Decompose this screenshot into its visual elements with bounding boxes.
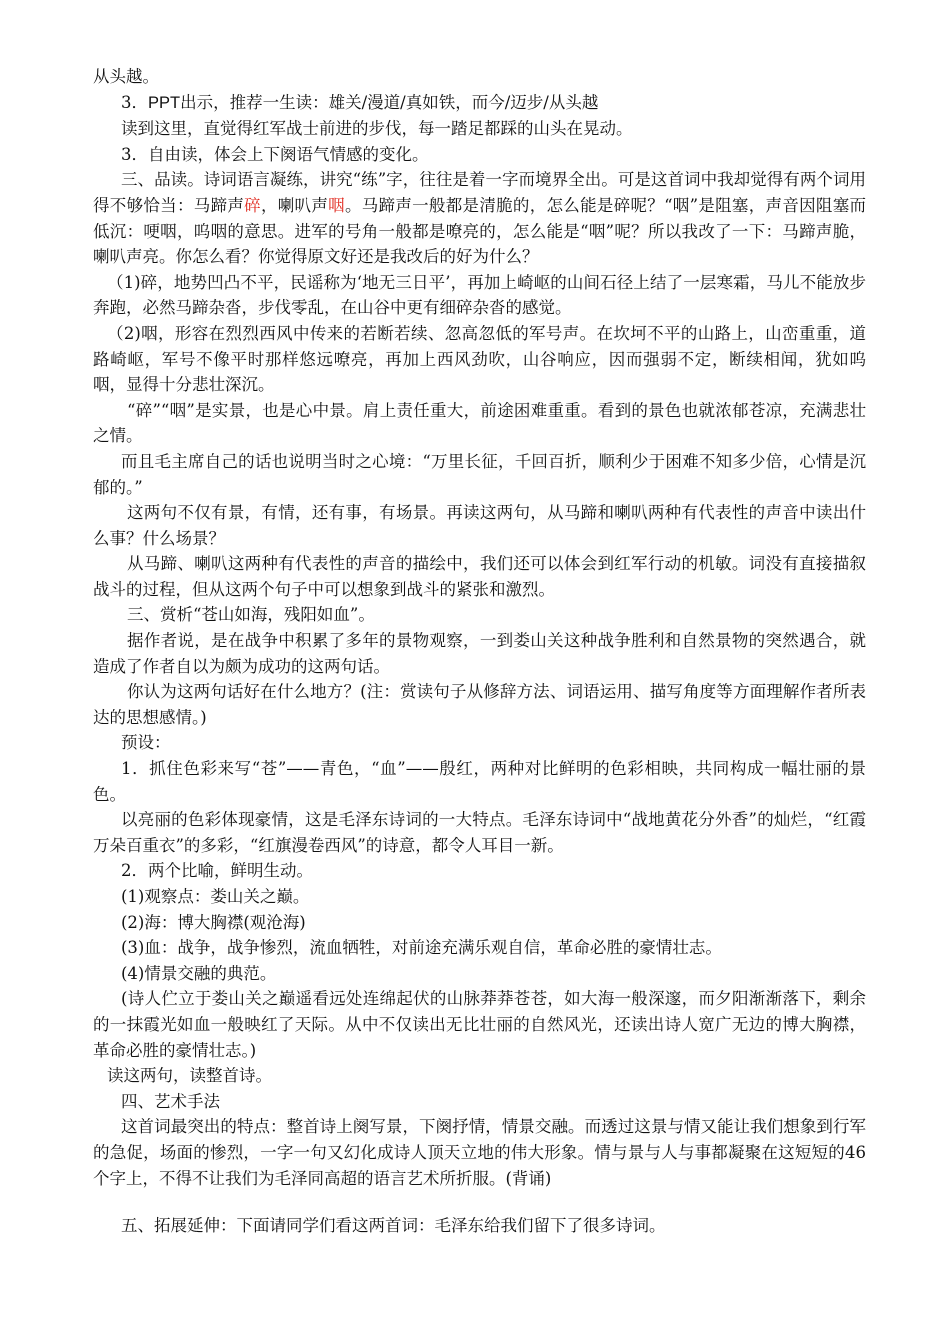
paragraph-sub-point-1: (1)观察点：娄山关之巅。: [121, 887, 310, 906]
paragraph-free-reading: 3．自由读，体会上下阕语气情感的变化。: [121, 144, 429, 164]
paragraph-mao-quote: 而且毛主席自己的话也说明当时之心境：“万里长征，千回百折，顺利少于困难不知多少倍，心情是沉郁的。”: [93, 451, 866, 497]
section-heading-appreciation: 三、赏析“苍山如海，残阳如血”。: [127, 605, 375, 625]
paragraph-army-agility: 从马蹄、喇叭这两种有代表性的声音的描绘中，我们还可以体会到红军行动的机敏。词没有直接描叙战斗的过程，但从这两个句子中可以想象到战斗的紧张和激烈。: [93, 554, 866, 599]
paragraph-sub-point-2: (2)海：博大胸襟(观沧海): [121, 912, 306, 932]
ppt-label: PPT: [148, 93, 181, 112]
paragraph-analysis-yan: （2)咽，形容在烈烈西风中传来的若断若续、忽高忽低的军号声。在坎坷不平的山路上，山峦重重，道路崎岖，军号不像平时那样悠远嘹亮，再加上西风劲吹，山谷响应，因而强弱不定，断续相闻，犹如呜咽，显得十分悲壮深沉。: [93, 323, 866, 395]
paragraph-scene-question: 这两句不仅有景，有情，还有事，有场景。再读这两句，从马蹄和喇叭两种有代表性的声音中读出什么事？什么场景？: [93, 503, 866, 548]
paragraph-ppt-reading: [93, 90, 866, 117]
paragraph-line-ending: 从头越。: [93, 67, 159, 86]
paragraph-analysis-sui: （1)碎，地势凹凸不平，民谣称为‘地无三日平’，再加上崎岖的山间石径上结了一层寒霜，马儿不能放步奔跑，必然马蹄杂沓，步伐零乱，在山谷中更有细碎杂沓的感觉。: [93, 272, 866, 318]
paragraph-point-metaphor: 2．两个比喻，鲜明生动。: [121, 861, 313, 881]
emphasis-yan: 咽: [328, 195, 345, 215]
section-heading-art: 四、艺术手法: [121, 1091, 220, 1111]
paragraph-real-scene: “碎”“咽”是实景，也是心中景。肩上责任重大，前途困难重重。看到的景色也就浓郁苍凉，充满悲壮之情。: [93, 400, 866, 446]
emphasis-sui: 碎: [244, 195, 261, 215]
paragraph-read-whole-poem: 读这两句，读整首诗。: [107, 1066, 272, 1086]
paragraph-preset-label: 预设：: [121, 733, 171, 753]
paragraph-bright-color: 以亮丽的色彩体现豪情，这是毛泽东诗词的一大特点。毛泽东诗词中“战地黄花分外香”的灿烂，“红霞万朵百重衣”的多彩，“红旗漫卷西风”的诗意，都令人耳目一新。: [93, 810, 866, 855]
paragraph-author-said: 据作者说，是在战争中积累了多年的景物观察，一到娄山关这种战争胜利和自然景物的突然遇合，就造成了作者自以为颇为成功的这两句话。: [93, 631, 866, 676]
ppt-text: 出示，推荐一生读：雄关/漫道/真如铁，而今/迈步/从头越: [180, 92, 599, 112]
paragraph-reading-feeling: 读到这里，直觉得红军战士前进的步伐，每一踏足都踩的山头在晃动。: [121, 119, 633, 139]
paragraph-poet-stands: (诗人伫立于娄山关之巅遥看远处连绵起伏的山脉莽莽苍苍，如大海一般深邃，而夕阳渐渐落下，剩余的一抹霞光如血一般映红了天际。从中不仅读出无比壮丽的自然风光，还读出诗人宽广无边的博大胸襟，革命必胜的豪情壮志。): [93, 989, 866, 1060]
paragraph-spacer: [93, 1191, 866, 1213]
paragraph-section-three-pindu: 三、品读。诗词语言凝练，讲究“练”字，往往是着一字而境界全出。可是这首词中我却觉得有两个词用得不够恰当：马蹄声碎，喇叭声咽。马蹄声一般都是清脆的，怎么能是碎呢？“咽”是阻塞，声音因阻塞而低沉：哽咽，呜咽的意思。进军的号角一般都是嘹亮的，怎么能是“咽”呢？所以我改了一下：马蹄声脆，喇叭声亮。你怎么看？你觉得原文好还是我改后的好为什么？: [93, 170, 867, 267]
paragraph-art-feature: 这首词最突出的特点：整首诗上阕写景，下阕抒情，情景交融。而透过这景与情又能让我们想象到行军的急促，场面的惨烈，一字一句又幻化成诗人顶天立地的伟大形象。情与景与人与事都凝聚在这短短的46个字上，不得不让我们为毛泽同高超的语言艺术所折服。(背诵): [93, 1117, 866, 1188]
section-heading-extension: 五、拓展延伸：下面请同学们看这两首词：毛泽东给我们留下了很多诗词。: [121, 1216, 666, 1236]
paragraph-question-why-good: 你认为这两句话好在什么地方？(注：赏读句子从修辞方法、词语运用、描写角度等方面理解作者所表达的思想感情。): [93, 682, 866, 727]
paragraph-sub-point-4: (4)情景交融的典范。: [121, 963, 277, 983]
paragraph-sub-point-3: (3)血：战争，战争惨烈，流血牺牲，对前途充满乐观自信，革命必胜的豪情壮志。: [121, 938, 722, 958]
list-number: 3．: [121, 92, 148, 112]
paragraph-point-color: 1．抓住色彩来写“苍”——青色，“血”——殷红，两种对比鲜明的色彩相映，共同构成一幅壮丽的景色。: [93, 759, 866, 804]
